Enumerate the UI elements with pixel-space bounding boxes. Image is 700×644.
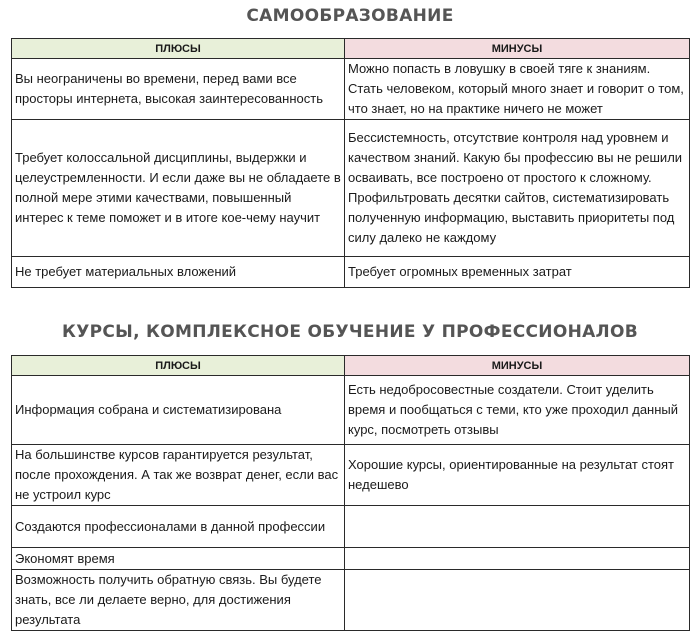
cons-header: МИНУСЫ	[345, 39, 690, 59]
section-title-courses: КУРСЫ, КОМПЛЕКСНОЕ ОБУЧЕНИЕ У ПРОФЕССИОНАЛОВ	[62, 322, 638, 342]
cons-cell: Требует огромных временных затрат	[345, 257, 690, 288]
pros-cell: Возможность получить обратную связь. Вы будете знать, все ли делаете верно, для достижения результата	[12, 570, 345, 631]
pros-cell: Создаются профессионалами в данной профессии	[12, 506, 345, 548]
section-title-self-education: САМООБРАЗОВАНИЕ	[246, 6, 454, 26]
cons-cell: Можно попасть в ловушку в своей тяге к знаниям. Стать человеком, который много знает и говорит о том, что знает, но на практике ничего не может	[345, 59, 690, 120]
pros-header: ПЛЮСЫ	[12, 39, 345, 59]
cons-cell	[345, 506, 690, 548]
table-row	[12, 257, 690, 288]
cons-cell: Есть недобросовестные создатели. Стоит уделить время и пообщаться с теми, кто уже проходил данный курс, посмотреть отзывы	[345, 376, 690, 445]
cons-cell: Бессистемность, отсутствие контроля над уровнем и качеством знаний. Какую бы профессию вы не решили осваивать, все построено от простого к сложному. Профильтровать десятки сайтов, систематизировать полученную информацию, выставить приоритеты под силу далеко не каждому	[345, 120, 690, 257]
table-row	[12, 506, 690, 548]
table-row	[12, 120, 690, 257]
table-row	[12, 548, 690, 570]
table-row	[12, 445, 690, 506]
table-row	[12, 59, 690, 120]
pros-cell: Не требует материальных вложений	[12, 257, 345, 288]
cons-header: МИНУСЫ	[345, 356, 690, 376]
cons-cell	[345, 548, 690, 570]
table-row	[12, 570, 690, 631]
self-education-table	[11, 38, 690, 288]
courses-table	[11, 355, 690, 631]
pros-cell: Экономят время	[12, 548, 345, 570]
pros-cell: Информация собрана и систематизирована	[12, 376, 345, 445]
pros-cell: Вы неограничены во времени, перед вами все просторы интернета, высокая заинтересованность	[12, 59, 345, 120]
pros-header: ПЛЮСЫ	[12, 356, 345, 376]
cons-cell: Хорошие курсы, ориентированные на результат стоят недешево	[345, 445, 690, 506]
table-row	[12, 376, 690, 445]
pros-cell: Требует колоссальной дисциплины, выдержки и целеустремленности. И если даже вы не обладаете в полной мере этими качествами, повышенный интерес к теме поможет и в итоге кое-чему научит	[12, 120, 345, 257]
table-header-row	[12, 356, 690, 376]
table-header-row	[12, 39, 690, 59]
cons-cell	[345, 570, 690, 631]
pros-cell: На большинстве курсов гарантируется результат, после прохождения. А так же возврат денег, если вас не устроил курс	[12, 445, 345, 506]
